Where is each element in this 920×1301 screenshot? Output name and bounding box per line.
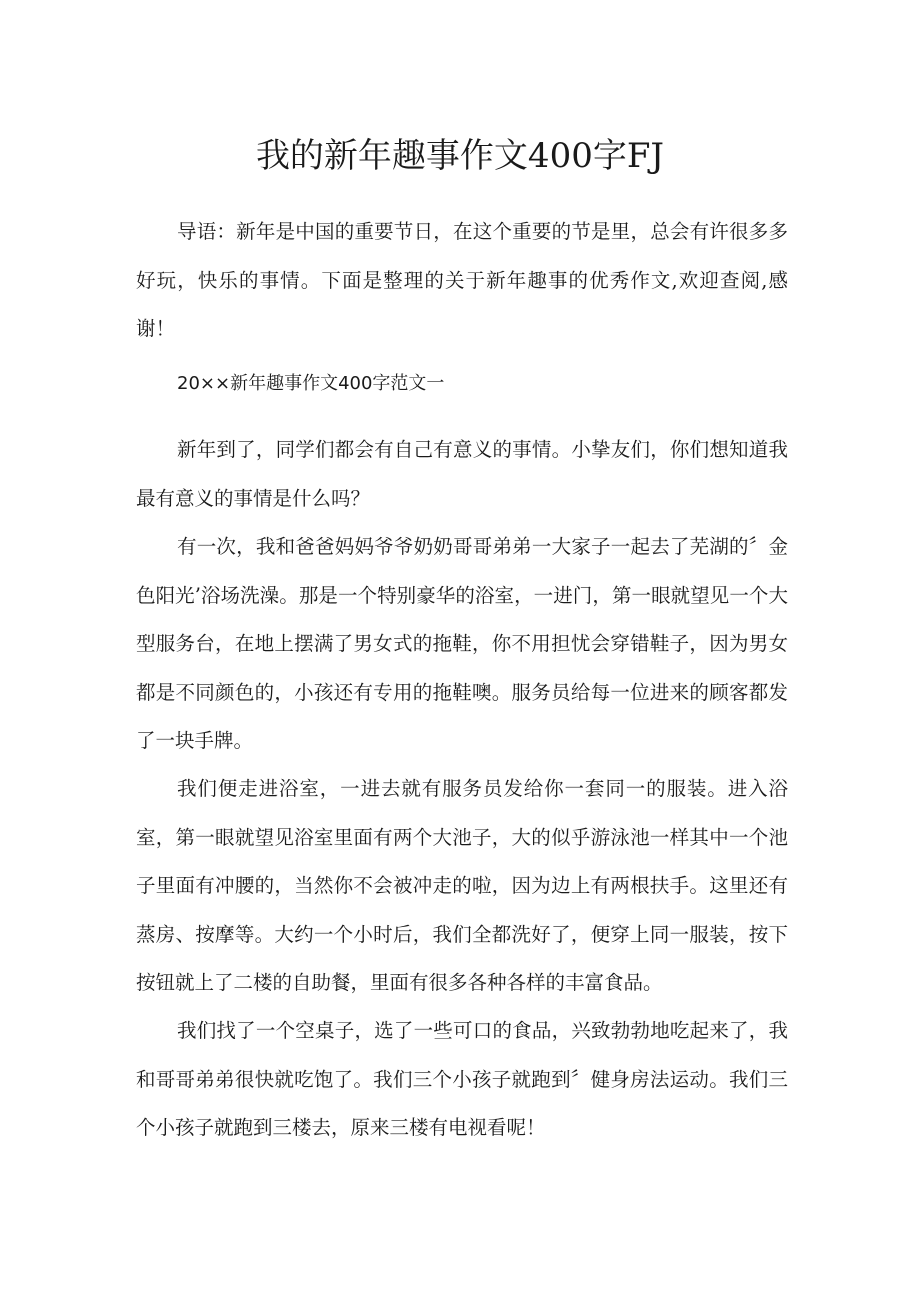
intro-paragraph: 导语：新年是中国的重要节日，在这个重要的节是里，总会有许很多多好玩，快乐的事情。下面是整理的关于新年趣事的优秀作文,欢迎查阅,感谢！ [136,220,788,340]
document-title: 我的新年趣事作文400字FJ [255,136,665,176]
body-paragraph: 新年到了，同学们都会有自己有意义的事情。小挚友们，你们想知道我最有意义的事情是什么吗？ [136,438,788,510]
body-paragraph: 我们便走进浴室，一进去就有服务员发给你一套同一的服装。进入浴室，第一眼就望见浴室里面有两个大池子，大的似乎游泳池一样其中一个池子里面有冲腰的，当然你不会被冲走的啦，因为边上有两根扶手。这里还有蒸房、按摩等。大约一个小时后，我们全都洗好了，便穿上同一服装，按下按钮就上了二楼的自助餐，里面有很多各种各样的丰富食品。 [136,777,788,994]
body-paragraph: 有一次，我和爸爸妈妈爷爷奶奶哥哥弟弟一大家子一起去了芜湖的〞金色阳光’浴场洗澡。那是一个特别豪华的浴室，一进门，第一眼就望见一个大型服务台，在地上摆满了男女式的拖鞋，你不用担忧会穿错鞋子，因为男女都是不同颜色的，小孩还有专用的拖鞋噢。服务员给每一位进来的顾客都发了一块手牌。 [136,535,788,752]
body-paragraph: 我们找了一个空桌子，选了一些可口的食品，兴致勃勃地吃起来了，我和哥哥弟弟很快就吃饱了。我们三个小孩子就跑到〞健身房法运动。我们三个小孩子就跑到三楼去，原来三楼有电视看呢！ [136,1019,788,1139]
section-subheading: 20××新年趣事作文400字范文一 [177,373,445,394]
